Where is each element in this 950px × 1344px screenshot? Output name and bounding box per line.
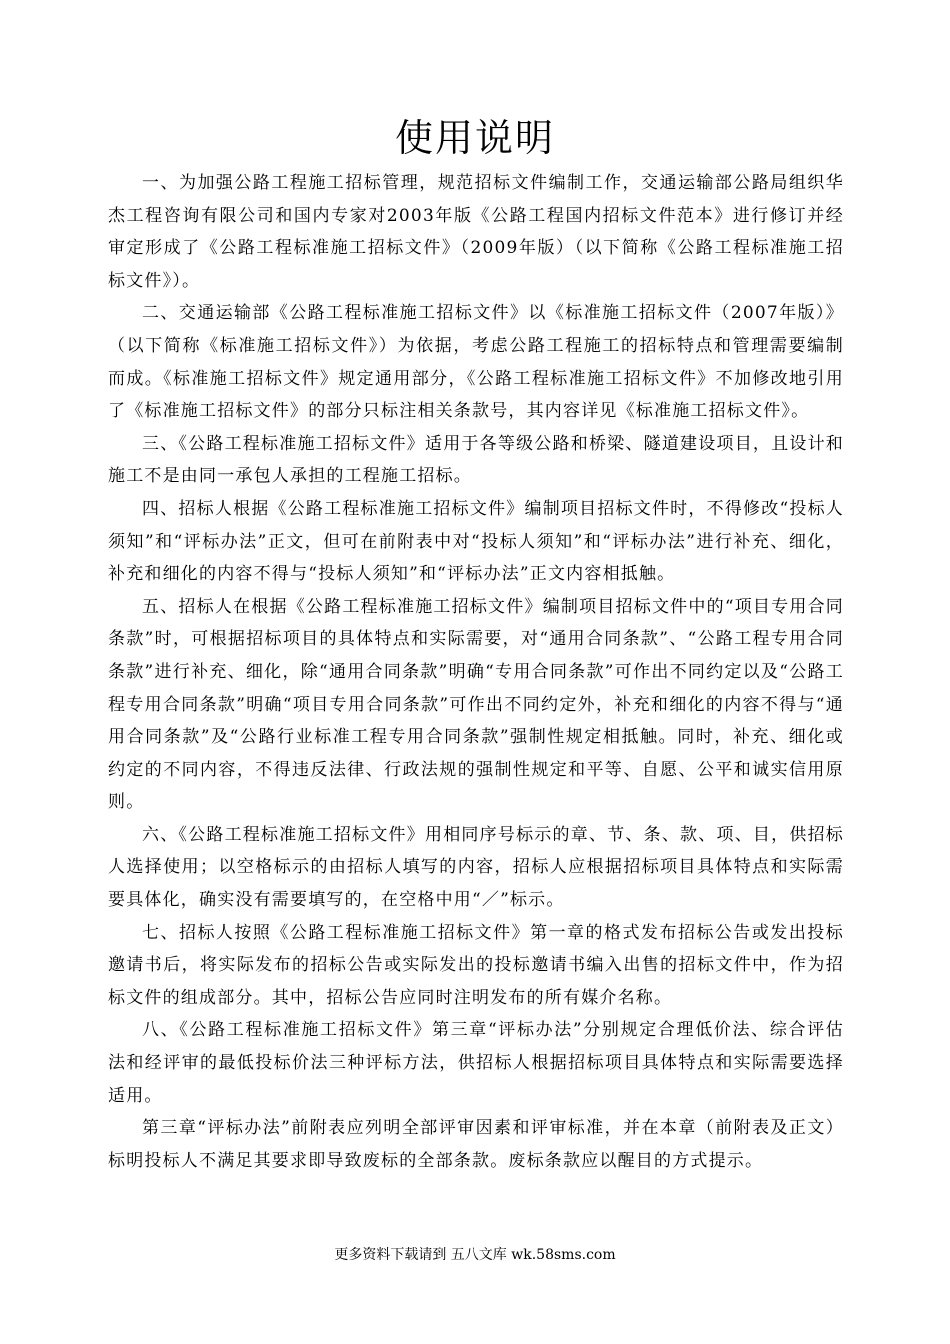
page-title: 使用说明 — [394, 116, 555, 160]
paragraph-8: 八、《公路工程标准施工招标文件》第三章“评标办法”分别规定合理低价法、综合评估法和经评审的最低投标价法三种评标方法，供招标人根据招标项目具体特点和实际需要选择适用。 — [108, 1020, 844, 1106]
paragraph-5: 五、招标人在根据《公路工程标准施工招标文件》编制项目招标文件中的“项目专用合同条款”时，可根据招标项目的具体特点和实际需要，对“通用合同条款”、“公路工程专用合同条款”进行补充、细化，除“通用合同条款”明确“专用合同条款”可作出不同约定以及“公路工程专用合同条款”明确“项目专用合同条款”可作出不同约定外，补充和细化的内容不得与“通用合同条款”及“公路行业标准工程专用合同条款”强制性规定相抵触。同时，补充、细化或约定的不同内容，不得违反法律、行政法规的强制性规定和平等、自愿、公平和诚实信用原则。 — [108, 596, 844, 813]
paragraph-4: 四、招标人根据《公路工程标准施工招标文件》编制项目招标文件时，不得修改“投标人须知”和“评标办法”正文，但可在前附表中对“投标人须知”和“评标办法”进行补充、细化，补充和细化的内容不得与“投标人须知”和“评标办法”正文内容相抵触。 — [108, 498, 844, 585]
document-body — [108, 167, 844, 1177]
footer-source-note: 更多资料下载请到 五八文库 wk.58sms.com — [334, 1247, 616, 1263]
paragraph-2: 二、交通运输部《公路工程标准施工招标文件》以《标准施工招标文件（2007年版）》（以下简称《标准施工招标文件》）为依据，考虑公路工程施工的招标特点和管理需要编制而成。《标准施工招标文件》规定通用部分，《公路工程标准施工招标文件》不加修改地引用了《标准施工招标文件》的部分只标注相关条款号，其内容详见《标准施工招标文件》。 — [108, 303, 844, 422]
paragraph-1: 一、为加强公路工程施工招标管理，规范招标文件编制工作，交通运输部公路局组织华杰工程咨询有限公司和国内专家对2003年版《公路工程国内招标文件范本》进行修订并经审定形成了《公路工程标准施工招标文件》（2009年版）（以下简称《公路工程标准施工招标文件》）。 — [108, 173, 844, 291]
paragraph-9: 第三章“评标办法”前附表应列明全部评审因素和评审标准，并在本章（前附表及正文）标明投标人不满足其要求即导致废标的全部条款。废标条款应以醒目的方式提示。 — [108, 1118, 844, 1171]
paragraph-6: 六、《公路工程标准施工招标文件》用相同序号标示的章、节、条、款、项、目，供招标人选择使用；以空格标示的由招标人填写的内容，招标人应根据招标项目具体特点和实际需要具体化，确实没有需要填写的，在空格中用“／”标示。 — [108, 824, 844, 911]
paragraph-7: 七、招标人按照《公路工程标准施工招标文件》第一章的格式发布招标公告或发出投标邀请书后，将实际发布的招标公告或实际发出的投标邀请书编入出售的招标文件中，作为招标文件的组成部分。其中，招标公告应同时注明发布的所有媒介名称。 — [108, 922, 844, 1008]
paragraph-3: 三、《公路工程标准施工招标文件》适用于各等级公路和桥梁、隧道建设项目，且设计和施工不是由同一承包人承担的工程施工招标。 — [108, 433, 844, 487]
